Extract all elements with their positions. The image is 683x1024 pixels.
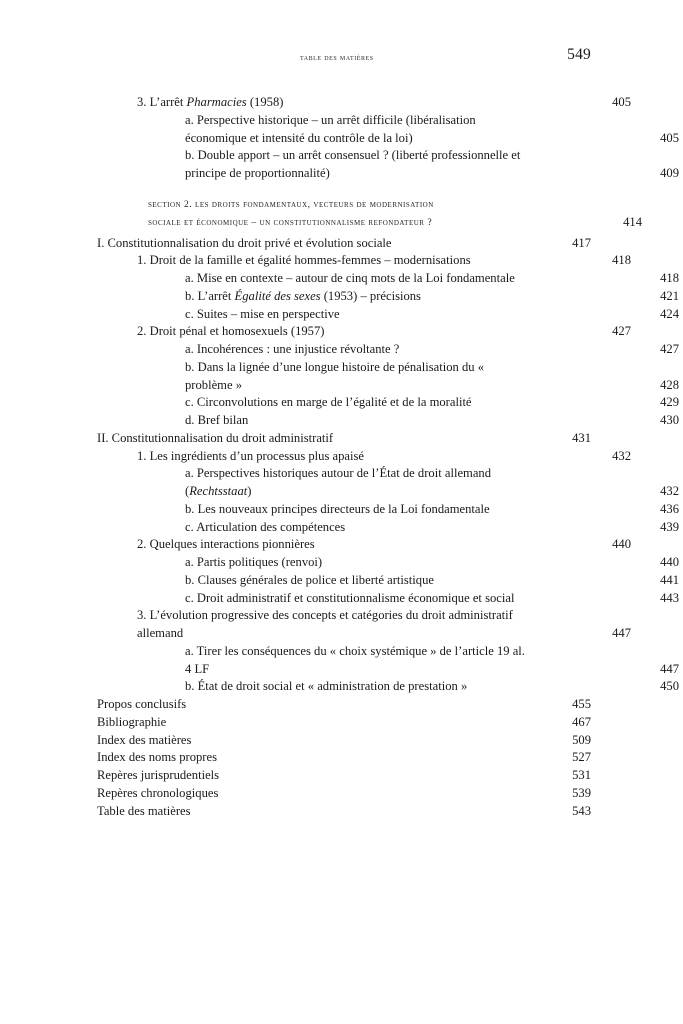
toc-entry[interactable] — [97, 803, 591, 821]
toc-entry-label: 1. Droit de la famille et égalité hommes-femmes – modernisations — [137, 253, 471, 268]
toc-entry-page-number: 430 — [660, 413, 679, 428]
toc-entry[interactable] — [97, 696, 591, 714]
toc-entry-page-number: 427 — [660, 342, 679, 357]
toc-entry-label: a. Mise en contexte – autour de cinq mots de la Loi fondamentale — [185, 271, 515, 286]
toc-entry-page-number: 439 — [660, 519, 679, 534]
toc-entry-page-number: 405 — [612, 95, 631, 109]
toc-entry[interactable] — [185, 306, 679, 324]
toc-entry-page-number: 509 — [572, 732, 591, 747]
toc-entry-page-number: 440 — [660, 555, 679, 570]
toc-entry-page-number: 440 — [612, 537, 631, 552]
toc-entry-page-number: 405 — [660, 130, 679, 145]
toc-entry-label: a. Incohérences : une injustice révoltante ? — [185, 342, 400, 357]
toc-entry-page-number: 424 — [660, 306, 679, 321]
toc-entry[interactable] — [185, 147, 679, 183]
toc-entry-page-number: 429 — [660, 395, 679, 410]
toc-entry[interactable] — [185, 465, 679, 501]
toc-entry[interactable] — [185, 412, 679, 430]
toc-entry-page-number: 409 — [660, 166, 679, 180]
toc-entry[interactable] — [97, 714, 591, 732]
toc-entry-label: Repères jurisprudentiels — [97, 768, 220, 783]
toc-entry[interactable] — [185, 341, 679, 359]
toc-entry-page-number: 418 — [660, 271, 679, 286]
toc-entry-label: b. L’arrêt Égalité des sexes (1953) – précisions — [185, 288, 421, 303]
toc-entry-label: Bibliographie — [97, 714, 167, 729]
toc-entry-label: c. Suites – mise en perspective — [185, 306, 340, 321]
toc-entry[interactable] — [137, 607, 631, 643]
toc-entry-page-number: 531 — [572, 768, 591, 783]
toc-entry-label: 2. Quelques interactions pionnières — [137, 537, 315, 552]
toc-entry[interactable] — [185, 394, 679, 412]
toc-entry-page-number: 527 — [572, 750, 591, 765]
toc-entry-label: Propos conclusifs — [97, 697, 187, 712]
toc-entry-label: b. État de droit social et « administration de prestation » — [185, 679, 468, 694]
toc-entry-label: Index des matières — [97, 732, 192, 747]
toc-entry-label: Repères chronologiques — [97, 785, 219, 800]
toc-entry[interactable] — [185, 590, 679, 608]
section-rubric-line-2: sociale et économique – un constitutionnalisme refondateur ? — [148, 216, 433, 228]
toc-entry-label: c. Droit administratif et constitutionnalisme économique et social — [185, 590, 515, 605]
toc-entry-page-number: 417 — [572, 235, 591, 250]
toc-entry-page-number: 436 — [660, 501, 679, 516]
toc-entry[interactable] — [137, 252, 631, 270]
toc-entry-page-number: 441 — [660, 572, 679, 587]
toc-entry[interactable] — [137, 536, 631, 554]
toc-entry[interactable] — [97, 785, 591, 803]
toc-entry-label: a. Partis politiques (renvoi) — [185, 555, 323, 570]
toc-entry-page-number: 427 — [612, 324, 631, 339]
toc-entry[interactable] — [185, 519, 679, 537]
toc-entry-page-number: 455 — [572, 697, 591, 712]
toc-entry[interactable] — [97, 430, 591, 448]
toc-entry-label: a. Perspective historique – un arrêt difficile (libéralisation économique et intensité du contrôle de la loi) — [185, 112, 476, 145]
toc-entry-label: a. Tirer les conséquences du « choix systémique » de l’article 19 al. 4 LF — [185, 643, 525, 676]
toc-entry[interactable] — [97, 235, 591, 253]
toc-entry-page-number: 432 — [612, 448, 631, 463]
toc-entry-page-number: 447 — [612, 626, 631, 641]
toc-entry[interactable] — [185, 678, 679, 696]
toc-entry[interactable] — [185, 643, 679, 679]
toc-entry-label: Table des matières — [97, 803, 191, 818]
section-rubric-page-number: 414 — [623, 214, 642, 229]
toc-entry-page-number: 418 — [612, 253, 631, 268]
toc-entry[interactable] — [185, 112, 679, 148]
toc-entry-label: a. Perspectives historiques autour de l’État de droit allemand (Rechtsstaat) — [185, 466, 492, 499]
running-head — [0, 46, 683, 72]
toc-entry[interactable] — [97, 749, 591, 767]
toc-entry-label: b. Clauses générales de police et liberté artistique — [185, 572, 434, 587]
toc-entry[interactable] — [137, 94, 631, 112]
toc-entry-label: 3. L’évolution progressive des concepts et catégories du droit administratif allemand — [137, 608, 513, 641]
toc-entry-label: I. Constitutionnalisation du droit privé et évolution sociale — [97, 235, 392, 250]
toc-entry-page-number: 443 — [660, 590, 679, 605]
toc-entry[interactable] — [97, 767, 591, 785]
toc-entry-page-number: 432 — [660, 484, 679, 499]
toc-entry[interactable] — [185, 270, 679, 288]
section-rubric-line-1: section 2. les droits fondamentaux, vecteurs de modernisation — [148, 198, 434, 210]
toc-entry-page-number: 539 — [572, 785, 591, 800]
toc-entry-page-number: 428 — [660, 377, 679, 392]
toc-entry[interactable] — [185, 288, 679, 306]
toc-entry[interactable] — [137, 323, 631, 341]
toc-entry-page-number: 543 — [572, 803, 591, 818]
table-of-contents — [97, 94, 679, 820]
toc-entry-label: 1. Les ingrédients d’un processus plus apaisé — [137, 448, 364, 463]
toc-entry-page-number: 421 — [660, 288, 679, 303]
toc-entry[interactable] — [185, 572, 679, 590]
toc-entry[interactable] — [137, 448, 631, 466]
toc-entry-label: b. Les nouveaux principes directeurs de la Loi fondamentale — [185, 501, 490, 516]
toc-entries-after-section — [97, 235, 679, 821]
toc-entry-label: 3. L’arrêt Pharmacies (1958) — [137, 95, 284, 109]
toc-entry-label: d. Bref bilan — [185, 413, 249, 428]
toc-entry-label: c. Circonvolutions en marge de l’égalité et de la moralité — [185, 395, 472, 410]
toc-entry-label: b. Dans la lignée d’une longue histoire de pénalisation du « problème » — [185, 359, 485, 392]
toc-entry-label: c. Articulation des compétences — [185, 519, 346, 534]
toc-entry[interactable] — [185, 359, 679, 395]
toc-entry-page-number: 447 — [660, 661, 679, 676]
toc-entry-page-number: 467 — [572, 714, 591, 729]
page-folio-number: 549 — [567, 46, 591, 63]
toc-entry[interactable] — [97, 732, 591, 750]
toc-entry-page-number: 431 — [572, 430, 591, 445]
running-head-title: table des matières — [300, 53, 374, 62]
toc-entry-label: b. Double apport – un arrêt consensuel ? (liberté professionnelle et principe de proportionnalité) — [185, 148, 521, 180]
toc-entry-page-number: 450 — [660, 679, 679, 694]
toc-entry[interactable] — [185, 501, 679, 519]
toc-entry-label: II. Constitutionnalisation du droit administratif — [97, 430, 334, 445]
toc-entry-label: Index des noms propres — [97, 750, 217, 765]
toc-entry-label: 2. Droit pénal et homosexuels (1957) — [137, 324, 325, 339]
toc-entry[interactable] — [185, 554, 679, 572]
toc-entries-before-section — [97, 94, 679, 183]
section-rubric-heading — [148, 196, 642, 232]
